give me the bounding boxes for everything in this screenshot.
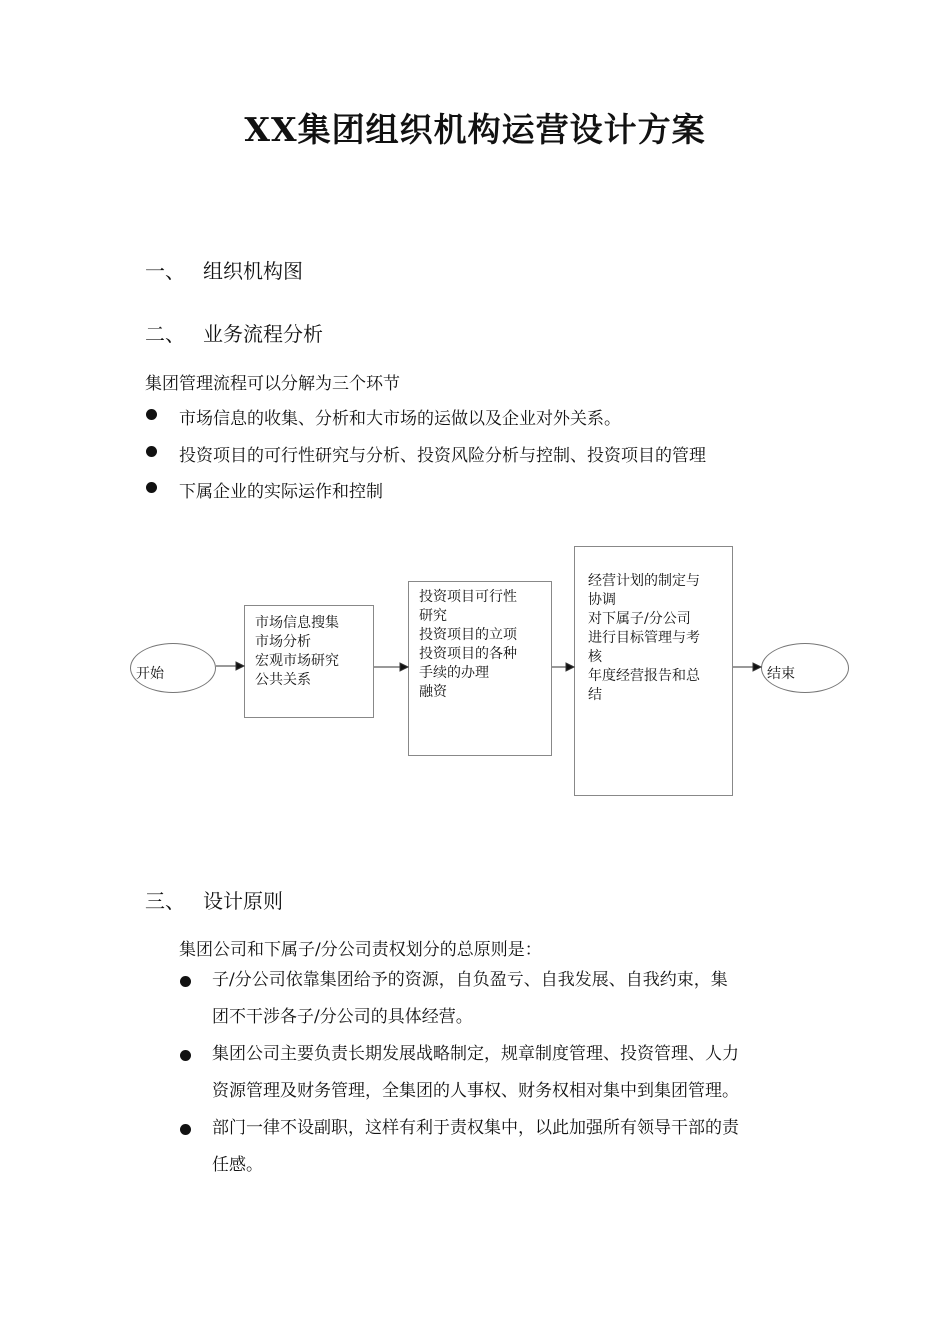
flow-step-line: 经营计划的制定与 (588, 573, 700, 589)
flow-step-line: 投资项目可行性 (419, 589, 517, 605)
flow-step-line: 市场信息搜集 (255, 615, 339, 631)
section-number: 一、 (145, 259, 185, 283)
flow-step-line: 融资 (419, 684, 447, 700)
flow-step-line: 宏观市场研究 (255, 653, 339, 669)
flow-step-line: 研究 (419, 608, 447, 624)
list-item (212, 1036, 812, 1110)
flow-step-line: 投资项目的立项 (419, 627, 517, 643)
list-item: 市场信息的收集、分析和大市场的运做以及企业对外关系。 (179, 409, 621, 429)
arrow-head (753, 663, 761, 671)
section-label: 组织机构图 (203, 259, 303, 283)
bullet-dot (180, 1050, 191, 1061)
section-number: 二、 (145, 322, 185, 346)
list-item-line: 集团公司主要负责长期发展战略制定，规章制度管理、投资管理、人力 (212, 1044, 739, 1064)
flow-step-line: 对下属子/分公司 (588, 611, 691, 627)
arrow-head (236, 662, 244, 670)
principle-intro: 集团公司和下属子/分公司责权划分的总原则是： (179, 940, 542, 960)
document-title: XX集团组织机构运营设计方案 (244, 110, 706, 149)
section-heading-3 (145, 885, 283, 914)
list-item-line: 团不干涉各子/分公司的具体经营。 (212, 1007, 473, 1027)
flow-step-line: 结 (588, 687, 602, 703)
section-number: 三、 (145, 889, 185, 913)
flow-step-line: 公共关系 (255, 672, 311, 688)
list-item-line: 任感。 (212, 1155, 263, 1175)
process-intro: 集团管理流程可以分解为三个环节 (145, 374, 400, 394)
list-item (212, 1110, 812, 1184)
flow-step-line: 手续的办理 (419, 665, 489, 681)
flow-step-line: 市场分析 (255, 634, 311, 650)
flow-step-line: 年度经营报告和总 (588, 668, 700, 684)
list-item-line: 资源管理及财务管理，全集团的人事权、财务权相对集中到集团管理。 (212, 1081, 739, 1101)
flow-end-label: 结束 (767, 666, 795, 682)
list-item-line: 部门一律不设副职，这样有利于责权集中，以此加强所有领导干部的责 (212, 1118, 739, 1138)
section-label: 业务流程分析 (203, 322, 323, 346)
section-label: 设计原则 (203, 889, 283, 913)
list-item: 投资项目的可行性研究与分析、投资风险分析与控制、投资项目的管理 (179, 446, 706, 466)
flow-start-label: 开始 (136, 666, 164, 682)
flow-step-line: 协调 (588, 592, 616, 608)
flow-step-line: 核 (588, 649, 602, 665)
list-item-line: 子/分公司依靠集团给予的资源，自负盈亏、自我发展、自我约束，集 (212, 970, 728, 990)
list-item (212, 962, 812, 1036)
bullet-dot (180, 1124, 191, 1135)
arrow-head (566, 663, 574, 671)
list-item: 下属企业的实际运作和控制 (179, 482, 383, 502)
flow-step-line: 投资项目的各种 (419, 646, 517, 662)
bullet-dot (180, 976, 191, 987)
flow-step-line: 进行目标管理与考 (588, 630, 700, 646)
arrow-head (400, 663, 408, 671)
